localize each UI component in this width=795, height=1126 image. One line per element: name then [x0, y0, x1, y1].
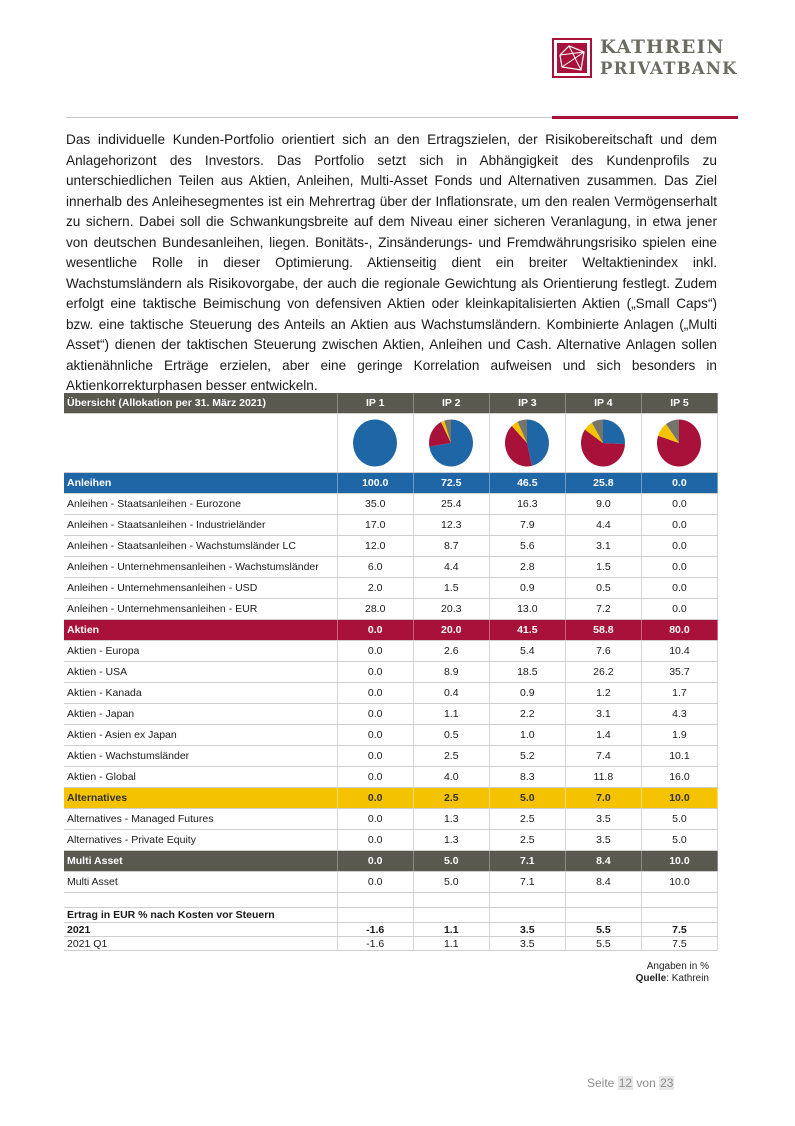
- column-header: IP 4: [565, 393, 641, 414]
- row-value: 10.1: [641, 746, 717, 767]
- row-label: Aktien - Wachstumsländer: [64, 746, 337, 767]
- empty-cell: [337, 893, 413, 908]
- group-value: 7.0: [565, 788, 641, 809]
- empty-cell: [641, 908, 717, 923]
- row-value: 6.0: [337, 557, 413, 578]
- row-label: Anleihen - Unternehmensanleihen - USD: [64, 578, 337, 599]
- row-value: 0.4: [413, 683, 489, 704]
- column-header: IP 3: [489, 393, 565, 414]
- table-notes: [636, 961, 709, 985]
- empty-cell: [64, 893, 337, 908]
- row-label: Anleihen - Unternehmensanleihen - EUR: [64, 599, 337, 620]
- total-pages: 23: [660, 1076, 674, 1090]
- row-value: 0.9: [489, 683, 565, 704]
- allocation-pie-2: [425, 418, 477, 468]
- row-label: Aktien - Global: [64, 767, 337, 788]
- pie-cell: [489, 414, 565, 473]
- row-value: 10.4: [641, 641, 717, 662]
- row-label: Anleihen - Staatsanleihen - Eurozone: [64, 494, 337, 515]
- source-value: : Kathrein: [666, 973, 709, 984]
- empty-cell: [565, 908, 641, 923]
- row-value: 8.9: [413, 662, 489, 683]
- empty-cell: [489, 908, 565, 923]
- group-value: 5.0: [413, 851, 489, 872]
- row-value: 25.4: [413, 494, 489, 515]
- row-value: 0.0: [641, 494, 717, 515]
- row-value: 9.0: [565, 494, 641, 515]
- empty-cell: [337, 908, 413, 923]
- row-value: 0.0: [641, 515, 717, 536]
- row-label: Alternatives - Private Equity: [64, 830, 337, 851]
- column-header: IP 5: [641, 393, 717, 414]
- row-value: 1.0: [489, 725, 565, 746]
- row-value: 0.0: [337, 725, 413, 746]
- row-value: 8.4: [565, 872, 641, 893]
- row-value: 5.0: [413, 872, 489, 893]
- row-value: 7.4: [565, 746, 641, 767]
- row-value: 1.2: [565, 683, 641, 704]
- table-row: [64, 578, 718, 599]
- group-value: 100.0: [337, 473, 413, 494]
- units-note: Angaben in %: [646, 961, 709, 972]
- group-value: 0.0: [641, 473, 717, 494]
- group-label: Multi Asset: [64, 851, 337, 872]
- row-value: 28.0: [337, 599, 413, 620]
- row-value: 5.2: [489, 746, 565, 767]
- returns-value: 3.5: [489, 923, 565, 937]
- row-value: 0.9: [489, 578, 565, 599]
- table-row: [64, 809, 718, 830]
- allocation-table: [64, 393, 718, 951]
- allocation-pie-3: [501, 418, 553, 468]
- header-divider: [66, 117, 552, 118]
- returns-row: [64, 923, 718, 937]
- table-row: [64, 830, 718, 851]
- row-value: 0.0: [337, 746, 413, 767]
- allocation-pie-1: [349, 418, 401, 468]
- returns-period: 2021: [64, 923, 337, 937]
- row-value: 4.3: [641, 704, 717, 725]
- group-value: 20.0: [413, 620, 489, 641]
- group-value: 41.5: [489, 620, 565, 641]
- row-value: 1.5: [413, 578, 489, 599]
- returns-period: 2021 Q1: [64, 937, 337, 951]
- empty-cell: [413, 908, 489, 923]
- row-value: 0.0: [337, 767, 413, 788]
- row-value: 5.6: [489, 536, 565, 557]
- group-row-alternatives: [64, 788, 718, 809]
- pie-cell: [413, 414, 489, 473]
- empty-cell: [641, 893, 717, 908]
- row-value: 2.8: [489, 557, 565, 578]
- row-value: 7.1: [489, 872, 565, 893]
- row-value: 18.5: [489, 662, 565, 683]
- row-value: 0.0: [337, 809, 413, 830]
- row-value: 7.6: [565, 641, 641, 662]
- row-label: Alternatives - Managed Futures: [64, 809, 337, 830]
- group-value: 80.0: [641, 620, 717, 641]
- row-value: 16.0: [641, 767, 717, 788]
- returns-title-row: [64, 908, 718, 923]
- returns-value: 5.5: [565, 923, 641, 937]
- row-label: Anleihen - Staatsanleihen - Industrieländer: [64, 515, 337, 536]
- returns-value: 1.1: [413, 937, 489, 951]
- row-value: 2.0: [337, 578, 413, 599]
- row-value: 0.0: [337, 641, 413, 662]
- group-value: 7.1: [489, 851, 565, 872]
- row-value: 0.0: [641, 536, 717, 557]
- group-value: 5.0: [489, 788, 565, 809]
- row-value: 3.5: [565, 830, 641, 851]
- group-label: Anleihen: [64, 473, 337, 494]
- table-row: [64, 725, 718, 746]
- table-row: [64, 515, 718, 536]
- row-value: 7.9: [489, 515, 565, 536]
- group-value: 2.5: [413, 788, 489, 809]
- row-value: 1.3: [413, 830, 489, 851]
- empty-cell: [489, 893, 565, 908]
- row-value: 13.0: [489, 599, 565, 620]
- table-row: [64, 557, 718, 578]
- group-row-aktien: [64, 620, 718, 641]
- row-value: 17.0: [337, 515, 413, 536]
- returns-value: 3.5: [489, 937, 565, 951]
- row-value: 4.4: [413, 557, 489, 578]
- row-value: 2.5: [413, 746, 489, 767]
- row-value: 11.8: [565, 767, 641, 788]
- table-header-row: [64, 393, 718, 414]
- row-value: 0.5: [565, 578, 641, 599]
- returns-value: 7.5: [641, 923, 717, 937]
- pie-slice-anleihen: [603, 420, 625, 445]
- row-label: Aktien - Asien ex Japan: [64, 725, 337, 746]
- row-value: 1.3: [413, 809, 489, 830]
- table-title: Übersicht (Allokation per 31. März 2021): [64, 393, 337, 414]
- brand-line-1: KATHREIN: [600, 37, 725, 58]
- empty-cell: [413, 893, 489, 908]
- row-label: Multi Asset: [64, 872, 337, 893]
- row-label: Aktien - Kanada: [64, 683, 337, 704]
- pie-slice-anleihen: [353, 420, 397, 467]
- row-value: 3.5: [565, 809, 641, 830]
- returns-value: 5.5: [565, 937, 641, 951]
- row-value: 1.7: [641, 683, 717, 704]
- row-value: 0.0: [337, 872, 413, 893]
- table-row: [64, 872, 718, 893]
- row-value: 0.0: [337, 662, 413, 683]
- group-value: 46.5: [489, 473, 565, 494]
- table-row: [64, 494, 718, 515]
- row-value: 5.0: [641, 809, 717, 830]
- returns-value: -1.6: [337, 923, 413, 937]
- returns-value: -1.6: [337, 937, 413, 951]
- row-value: 0.0: [337, 704, 413, 725]
- spacer-row: [64, 893, 718, 908]
- empty-cell: [565, 893, 641, 908]
- source-label: Quelle: [635, 973, 667, 984]
- row-value: 1.1: [413, 704, 489, 725]
- pie-row-label: [64, 414, 337, 473]
- group-value: 58.8: [565, 620, 641, 641]
- table-row: [64, 536, 718, 557]
- row-value: 2.5: [489, 830, 565, 851]
- group-value: 0.0: [337, 620, 413, 641]
- row-value: 1.5: [565, 557, 641, 578]
- column-header: IP 1: [337, 393, 413, 414]
- row-value: 35.7: [641, 662, 717, 683]
- allocation-pie-4: [577, 418, 629, 468]
- table-row: [64, 683, 718, 704]
- group-value: 0.0: [337, 788, 413, 809]
- group-label: Alternatives: [64, 788, 337, 809]
- row-value: 3.1: [565, 704, 641, 725]
- row-value: 12.3: [413, 515, 489, 536]
- row-label: Aktien - Europa: [64, 641, 337, 662]
- source-note: [636, 973, 709, 985]
- row-value: 16.3: [489, 494, 565, 515]
- pie-cell: [337, 414, 413, 473]
- row-value: 7.2: [565, 599, 641, 620]
- header-accent-rule: [552, 116, 738, 119]
- row-value: 1.9: [641, 725, 717, 746]
- table-row: [64, 746, 718, 767]
- group-label: Aktien: [64, 620, 337, 641]
- row-value: 35.0: [337, 494, 413, 515]
- table-row: [64, 641, 718, 662]
- row-value: 4.0: [413, 767, 489, 788]
- row-label: Anleihen - Unternehmensanleihen - Wachstumsländer: [64, 557, 337, 578]
- row-label: Aktien - Japan: [64, 704, 337, 725]
- row-value: 3.1: [565, 536, 641, 557]
- pie-cell: [641, 414, 717, 473]
- row-value: 2.6: [413, 641, 489, 662]
- row-value: 2.2: [489, 704, 565, 725]
- row-value: 12.0: [337, 536, 413, 557]
- column-header: IP 2: [413, 393, 489, 414]
- table-row: [64, 704, 718, 725]
- row-value: 26.2: [565, 662, 641, 683]
- row-value: 0.0: [337, 683, 413, 704]
- row-value: 1.4: [565, 725, 641, 746]
- page-number: [587, 1076, 674, 1090]
- pie-chart-row: [64, 414, 718, 473]
- brand-logo: [552, 38, 742, 82]
- row-value: 0.0: [337, 830, 413, 851]
- returns-title: Ertrag in EUR % nach Kosten vor Steuern: [64, 908, 337, 923]
- row-value: 0.0: [641, 557, 717, 578]
- table-row: [64, 662, 718, 683]
- group-value: 8.4: [565, 851, 641, 872]
- page-prefix: Seite: [587, 1076, 615, 1090]
- returns-value: 7.5: [641, 937, 717, 951]
- row-value: 4.4: [565, 515, 641, 536]
- row-value: 10.0: [641, 872, 717, 893]
- group-value: 0.0: [337, 851, 413, 872]
- table-row: [64, 599, 718, 620]
- row-label: Aktien - USA: [64, 662, 337, 683]
- group-value: 25.8: [565, 473, 641, 494]
- current-page: 12: [618, 1076, 633, 1090]
- brand-line-2: PRIVATBANK: [600, 59, 738, 78]
- diamond-icon: [552, 38, 592, 78]
- page-of: von: [636, 1076, 656, 1090]
- intro-paragraph: Das individuelle Kunden-Portfolio orientiert sich an den Ertragszielen, der Risikobereitschaft und dem Anlagehorizont des Investors. Das Portfolio setzt sich in Abhängigkeit des Kundenprofils zu unterschiedlichen Teilen aus Aktien, Anleihen, Multi-Asset Fonds und Alternativen zusammen. Das Ziel innerhalb des Anleihesegmentes ist ein Mehrertrag über der Inflationsrate, um den realen Vermögenserhalt zu sichern. Dabei soll die Schwankungsbreite auf dem Niveau einer sicheren Veranlagung, in etwa jener von deutschen Bundesanleihen, liegen. Bonitäts-, Zinsänderungs- und Fremdwährungsrisiko spielen eine wesentliche Rolle in dieser Optimierung. Aktienseitig dient ein breiter Weltaktienindex inkl. Wachstumsländern als Risikovorgabe, der auch die regionale Gewichtung als Orientierung festlegt. Zudem erfolgt eine taktische Beimischung von defensiven Aktien oder kleinkapitalisierten Aktien („Small Caps“) bzw. eine taktische Steuerung des Anteils an Aktien aus Wachstumsländern. Kombinierte Anlagen („Multi Asset“) dienen der taktischen Steuerung zwischen Aktien, Anleihen und Cash. Alternative Anlagen sollen aktienähnliche Erträge erzielen, aber eine geringe Korrelation aufweisen und sich besonders in Aktienkorrekturphasen besser entwickeln.: [66, 132, 717, 393]
- returns-value: 1.1: [413, 923, 489, 937]
- row-value: 2.5: [489, 809, 565, 830]
- row-value: 8.3: [489, 767, 565, 788]
- allocation-pie-5: [653, 418, 705, 468]
- group-value: 10.0: [641, 788, 717, 809]
- group-row-anleihen: [64, 473, 718, 494]
- group-row-multi: [64, 851, 718, 872]
- row-value: 0.0: [641, 578, 717, 599]
- row-value: 0.0: [641, 599, 717, 620]
- returns-row: [64, 937, 718, 951]
- row-value: 8.7: [413, 536, 489, 557]
- row-value: 20.3: [413, 599, 489, 620]
- table-row: [64, 767, 718, 788]
- group-value: 10.0: [641, 851, 717, 872]
- row-value: 5.4: [489, 641, 565, 662]
- pie-cell: [565, 414, 641, 473]
- row-value: 0.5: [413, 725, 489, 746]
- row-value: 5.0: [641, 830, 717, 851]
- brand-name: [600, 37, 738, 79]
- row-label: Anleihen - Staatsanleihen - Wachstumsländer LC: [64, 536, 337, 557]
- group-value: 72.5: [413, 473, 489, 494]
